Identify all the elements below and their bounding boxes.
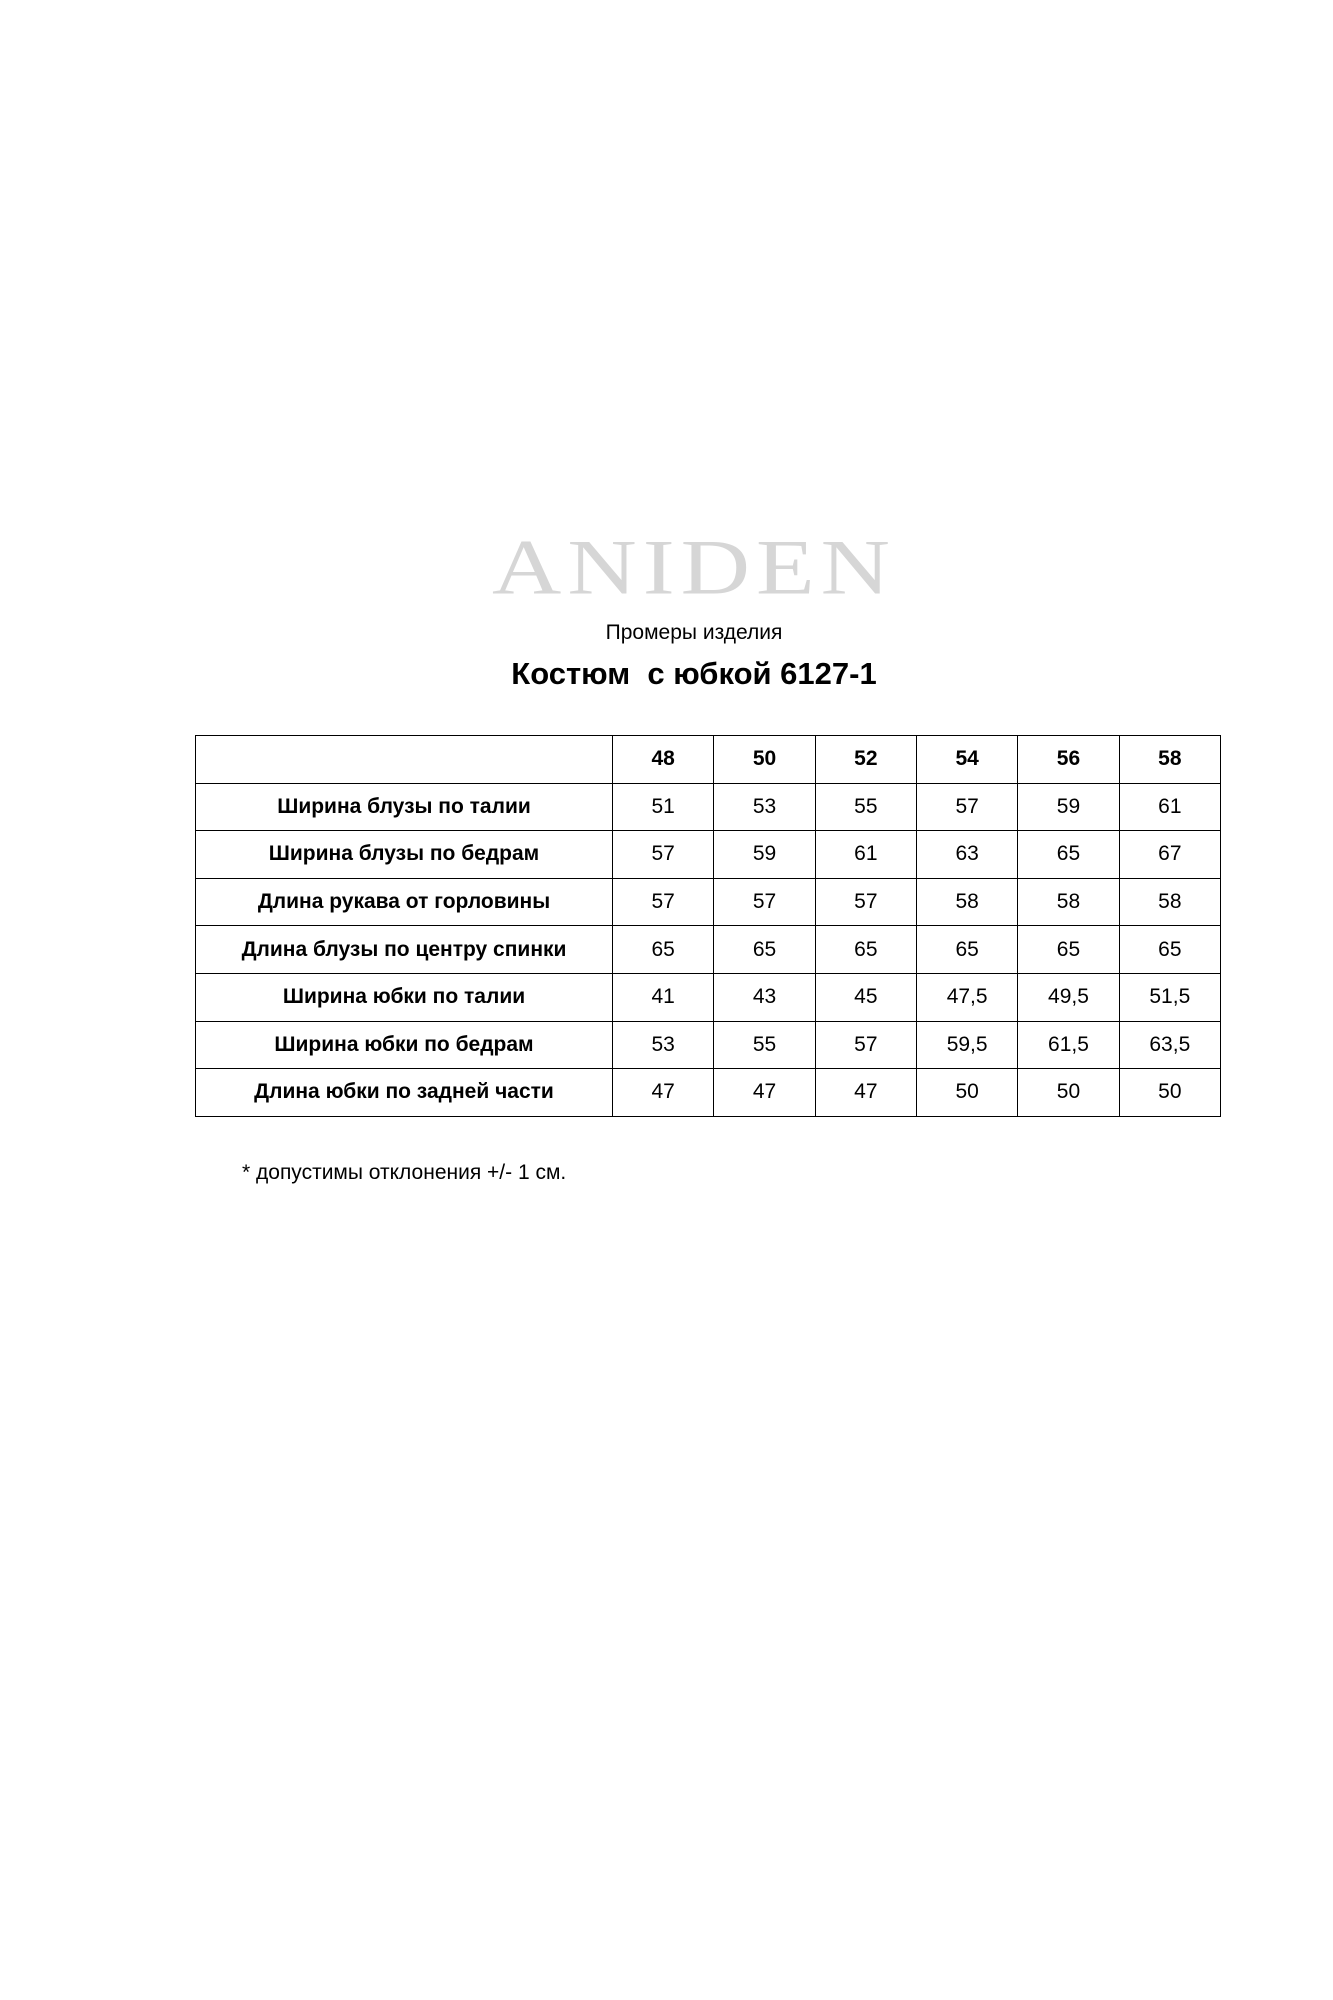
table-cell: 47 (714, 1069, 815, 1117)
table-cell: 50 (916, 1069, 1017, 1117)
table-cell: 65 (916, 926, 1017, 974)
table-cell: 57 (613, 878, 714, 926)
table-cell: 63,5 (1119, 1021, 1220, 1069)
table-cell: 65 (1018, 926, 1119, 974)
row-label: Длина юбки по задней части (196, 1069, 613, 1117)
table-cell: 55 (714, 1021, 815, 1069)
document-subtitle: Промеры изделия (605, 621, 783, 644)
table-cell: 65 (815, 926, 916, 974)
table-row (196, 878, 1221, 926)
table-cell: 59 (1018, 783, 1119, 831)
table-cell: 67 (1119, 831, 1220, 879)
table-cell: 57 (613, 831, 714, 879)
brand-logo: ANIDEN (492, 523, 896, 611)
row-label: Длина блузы по центру спинки (196, 926, 613, 974)
document-title: Костюм с юбкой 6127-1 (511, 656, 877, 691)
table-row (196, 1069, 1221, 1117)
table-cell: 51 (613, 783, 714, 831)
table-cell: 51,5 (1119, 973, 1220, 1021)
size-header-58: 58 (1119, 736, 1220, 784)
size-header-54: 54 (916, 736, 1017, 784)
table-cell: 41 (613, 973, 714, 1021)
table-cell: 58 (1018, 878, 1119, 926)
table-cell: 53 (613, 1021, 714, 1069)
table-row (196, 831, 1221, 879)
table-cell: 65 (613, 926, 714, 974)
row-label: Ширина юбки по бедрам (196, 1021, 613, 1069)
size-header-48: 48 (613, 736, 714, 784)
row-label: Ширина блузы по талии (196, 783, 613, 831)
size-header-56: 56 (1018, 736, 1119, 784)
table-cell: 65 (714, 926, 815, 974)
table-cell: 58 (916, 878, 1017, 926)
table-cell: 57 (815, 878, 916, 926)
table-cell: 47 (613, 1069, 714, 1117)
table-cell: 65 (1018, 831, 1119, 879)
size-chart-table (195, 735, 1221, 1117)
table-cell: 61 (1119, 783, 1220, 831)
tolerance-note: * допустимы отклонения +/- 1 см. (242, 1161, 567, 1184)
size-header-50: 50 (714, 736, 815, 784)
table-row (196, 783, 1221, 831)
table-header-row (196, 736, 1221, 784)
table-cell: 59,5 (916, 1021, 1017, 1069)
table-cell: 43 (714, 973, 815, 1021)
table-cell: 65 (1119, 926, 1220, 974)
table-cell: 63 (916, 831, 1017, 879)
table-cell: 50 (1119, 1069, 1220, 1117)
row-label: Ширина юбки по талии (196, 973, 613, 1021)
table-cell: 57 (916, 783, 1017, 831)
table-row (196, 973, 1221, 1021)
table-cell: 49,5 (1018, 973, 1119, 1021)
table-row (196, 1021, 1221, 1069)
table-cell: 47,5 (916, 973, 1017, 1021)
table-row (196, 926, 1221, 974)
row-label: Ширина блузы по бедрам (196, 831, 613, 879)
table-cell: 57 (815, 1021, 916, 1069)
table-cell: 50 (1018, 1069, 1119, 1117)
size-header-52: 52 (815, 736, 916, 784)
table-cell: 47 (815, 1069, 916, 1117)
table-cell: 61 (815, 831, 916, 879)
table-cell: 45 (815, 973, 916, 1021)
row-label: Длина рукава от горловины (196, 878, 613, 926)
table-cell: 59 (714, 831, 815, 879)
table-cell: 61,5 (1018, 1021, 1119, 1069)
table-corner-cell (196, 736, 613, 784)
table-cell: 57 (714, 878, 815, 926)
table-cell: 53 (714, 783, 815, 831)
table-cell: 58 (1119, 878, 1220, 926)
table-cell: 55 (815, 783, 916, 831)
